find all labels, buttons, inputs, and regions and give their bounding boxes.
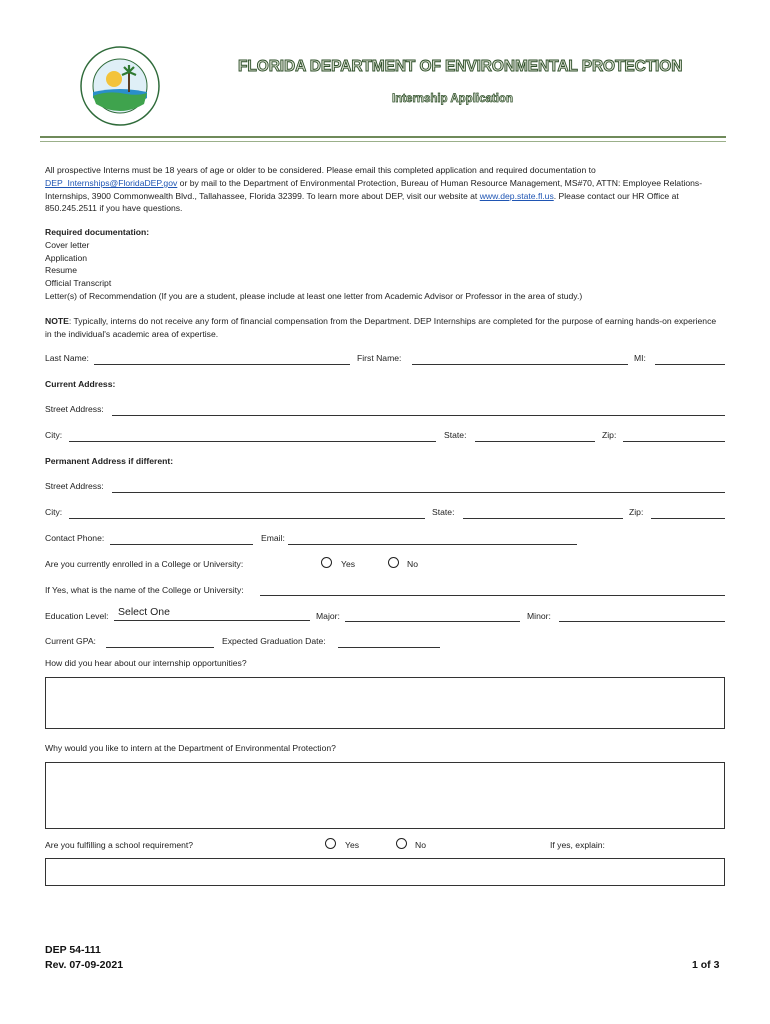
enrolled-yes-radio[interactable] <box>321 557 332 568</box>
education-level-select[interactable]: Select One <box>118 606 170 618</box>
dep-seal-logo <box>80 46 160 126</box>
first-name-field[interactable] <box>412 364 628 365</box>
city-label: City: <box>45 430 63 440</box>
last-name-label: Last Name: <box>45 353 89 363</box>
note-text: : Typically, interns do not receive any form of financial compensation from the Department. DEP Internships are completed for the purpose of earning hands-on experience in the individual's academic area of expertise. <box>45 316 717 339</box>
zip-label: Zip: <box>602 430 617 440</box>
mi-field[interactable] <box>655 364 725 365</box>
school-req-yes-label: Yes <box>345 840 360 850</box>
required-doc-item: Resume <box>45 265 77 276</box>
education-level-label: Education Level: <box>45 611 109 621</box>
page-title: FLORIDA DEPARTMENT OF ENVIRONMENTAL PROTECTION <box>238 58 683 75</box>
intro-paragraph <box>45 164 725 215</box>
zip-label: Zip: <box>629 507 644 517</box>
why-question: Why would you like to intern at the Department of Environmental Protection? <box>45 743 336 753</box>
minor-field[interactable] <box>559 621 725 622</box>
email-field[interactable] <box>288 544 577 545</box>
grad-date-label: Expected Graduation Date: <box>222 636 326 646</box>
school-req-explain-box[interactable] <box>45 858 725 886</box>
enrolled-yes-label: Yes <box>341 559 356 569</box>
intro-text-3: . Please contact our HR Office at 850.245.2511 if you have questions. <box>45 190 679 214</box>
enrolled-no-radio[interactable] <box>388 557 399 568</box>
state-label: State: <box>432 507 455 517</box>
school-requirement-question: Are you fulfilling a school requirement? <box>45 840 194 850</box>
form-number: DEP 54-111 <box>45 944 101 956</box>
major-field[interactable] <box>345 621 520 622</box>
permanent-address-heading: Permanent Address if different: <box>45 456 174 466</box>
why-answer-box[interactable] <box>45 762 725 829</box>
email-label: Email: <box>261 533 285 543</box>
school-req-yes-radio[interactable] <box>325 838 336 849</box>
last-name-field[interactable] <box>94 364 350 365</box>
college-name-question: If Yes, what is the name of the College or University: <box>45 585 244 595</box>
current-address-heading: Current Address: <box>45 379 116 389</box>
header-divider-thin <box>40 141 726 142</box>
note-paragraph <box>45 315 725 341</box>
hear-question: How did you hear about our internship opportunities? <box>45 658 247 668</box>
required-doc-item: Letter(s) of Recommendation (If you are a student, please include at least one letter from Academic Advisor or Professor in the area of study.) <box>45 290 583 301</box>
state-label: State: <box>444 430 467 440</box>
page-number: 1 of 3 <box>692 959 720 971</box>
enrolled-no-label: No <box>407 559 418 569</box>
mi-label: MI: <box>634 353 646 363</box>
contact-phone-field[interactable] <box>110 544 253 545</box>
dep-website-link[interactable]: www.dep.state.fl.us <box>479 190 554 201</box>
current-city-field[interactable] <box>69 441 436 442</box>
hear-answer-box[interactable] <box>45 677 725 729</box>
school-req-no-label: No <box>415 840 426 850</box>
permanent-zip-field[interactable] <box>651 518 725 519</box>
internship-email-link[interactable]: DEP_Internships@FloridaDEP.gov <box>45 177 178 188</box>
required-doc-item: Application <box>45 252 88 263</box>
major-label: Major: <box>316 611 340 621</box>
revision-date: Rev. 07-09-2021 <box>45 959 124 971</box>
enrolled-question: Are you currently enrolled in a College or University: <box>45 559 244 569</box>
page-subtitle: Internship Application <box>392 93 513 105</box>
required-doc-item: Cover letter <box>45 239 90 250</box>
current-zip-field[interactable] <box>623 441 725 442</box>
current-state-field[interactable] <box>475 441 595 442</box>
permanent-street-field[interactable] <box>112 492 725 493</box>
current-street-field[interactable] <box>112 415 725 416</box>
minor-label: Minor: <box>527 611 551 621</box>
header-divider <box>40 136 726 138</box>
note-label: NOTE <box>45 316 69 326</box>
college-name-field[interactable] <box>260 595 725 596</box>
intro-text: All prospective Interns must be 18 years of age or older to be considered. Please email this completed application and required documentation to <box>45 165 596 175</box>
gpa-field[interactable] <box>106 647 214 648</box>
intro-text-2: or by mail to the Department of Environmental Protection, Bureau of Human Resource Management, MS#70, ATTN: Employee Relations- Internships, 3900 Commonwealth Blvd., Tallahassee, Florida 32399. To learn more about DEP, visit our website at <box>45 177 703 201</box>
required-docs-section <box>45 226 725 303</box>
first-name-label: First Name: <box>357 353 402 363</box>
permanent-city-field[interactable] <box>69 518 425 519</box>
required-docs-heading: Required documentation: <box>45 227 150 237</box>
street-address-label: Street Address: <box>45 481 104 491</box>
if-yes-explain-label: If yes, explain: <box>550 840 605 850</box>
permanent-state-field[interactable] <box>463 518 623 519</box>
school-req-no-radio[interactable] <box>396 838 407 849</box>
city-label: City: <box>45 507 63 517</box>
education-level-underline <box>114 620 310 621</box>
gpa-label: Current GPA: <box>45 636 96 646</box>
required-doc-item: Official Transcript <box>45 278 112 289</box>
contact-phone-label: Contact Phone: <box>45 533 105 543</box>
grad-date-field[interactable] <box>338 647 440 648</box>
street-address-label: Street Address: <box>45 404 104 414</box>
